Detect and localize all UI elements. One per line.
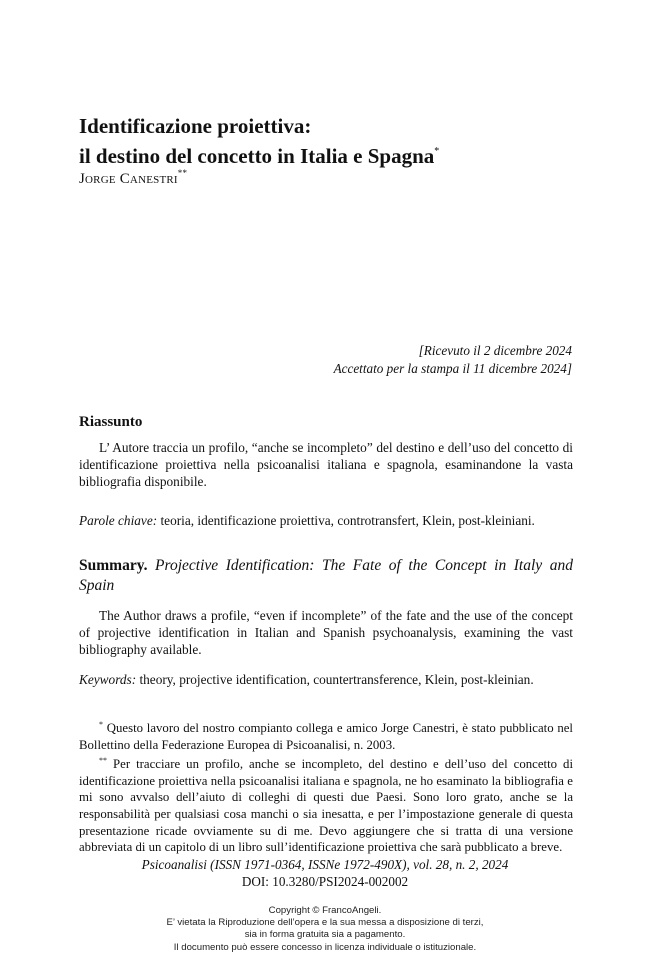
summary-text [79, 607, 573, 658]
journal-doi: DOI: 10.3280/PSI2024-002002 [241, 874, 409, 889]
summary-body: The Author draws a profile, “even if incomplete” of the fate and the use of the concept of projective identification in Italian and Spanish psychoanalysis, examining the vast bibliography available. [79, 608, 573, 657]
keywords-label: Keywords: [79, 672, 137, 687]
footnote-1 [79, 717, 573, 753]
footnote-2-text: Per tracciare un profilo, anche se incompleto, del destino e dell’uso del concetto di identificazione proiettiva nella psicoanalisi italiana e spagnola, ne ho esaminato la bibliografia e mi sono avvalso dell’aiuto di colleghi di questi due Paesi. Sono loro grato, anche se la responsabilità per qualsiasi cosa manchi o sia inesatta, e per l’impostazione generale di questa presentazione ricade ovviamente su di me. Devo aggiungere che si tratta di una versione abbreviata di un capitolo di un libro sull’identificazione proiettiva che sarà pubblicato a breve. [79, 757, 573, 855]
summary-label: Summary. [79, 557, 148, 574]
author-name [79, 164, 187, 188]
parole-chiave-label: Parole chiave: [79, 513, 158, 528]
received-line: [Ricevuto il 2 dicembre 2024 [418, 343, 572, 358]
author-footnote-mark: ** [177, 168, 188, 178]
riassunto-body: L’ Autore traccia un profilo, “anche se incompleto” del destino e dell’uso del concetto di identificazione proiettiva nella psicoanalisi italiana e spagnola, esaminandone la vasta bibliografia disponibile. [79, 440, 573, 489]
received-dates [252, 342, 572, 378]
journal-citation: Psicoanalisi (ISSN 1971-0364, ISSNe 1972-490X), vol. 28, n. 2, 2024 [141, 857, 509, 872]
journal-info [0, 856, 650, 890]
article-title [79, 113, 579, 169]
riassunto-heading: Riassunto [79, 414, 143, 430]
copyright-line-2: E’ vietata la Riproduzione dell’opera e la sua messa a disposizione di terzi, [166, 917, 484, 929]
copyright-notice [0, 905, 650, 954]
copyright-line-3: sia in forma gratuita sia a pagamento. [244, 929, 406, 941]
footnote-2-mark: ** [99, 756, 107, 766]
summary-heading [79, 556, 573, 596]
title-footnote-mark: * [434, 146, 440, 157]
riassunto-keywords [79, 512, 573, 529]
summary-title: Projective Identification: The Fate of the Concept in Italy and Spain [79, 557, 574, 594]
footnotes [79, 717, 573, 856]
footnote-1-text: Questo lavoro del nostro compianto collega e amico Jorge Canestri, è stato pubblicato nel Bollettino della Federazione Europea di Psicoanalisi, n. 2003. [79, 721, 573, 752]
footnote-2 [79, 753, 573, 856]
copyright-line-1: Copyright © FrancoAngeli. [268, 905, 382, 916]
parole-chiave-values: teoria, identificazione proiettiva, controtransfert, Klein, post-kleiniani. [160, 513, 535, 528]
title-line-2: il destino del concetto in Italia e Spagna [79, 144, 435, 168]
keywords-values: theory, projective identification, countertransference, Klein, post-kleinian. [139, 672, 534, 687]
riassunto-text [79, 439, 573, 490]
title-line-1: Identificazione proiettiva: [79, 114, 312, 138]
footnote-1-mark: * [99, 720, 103, 729]
summary-keywords [79, 671, 573, 688]
author-name-text: Jorge Canestri [79, 171, 178, 187]
accepted-line: Accettato per la stampa il 11 dicembre 2024] [333, 361, 572, 376]
copyright-line-4: Il documento può essere concesso in licenza individuale o istituzionale. [173, 941, 477, 953]
